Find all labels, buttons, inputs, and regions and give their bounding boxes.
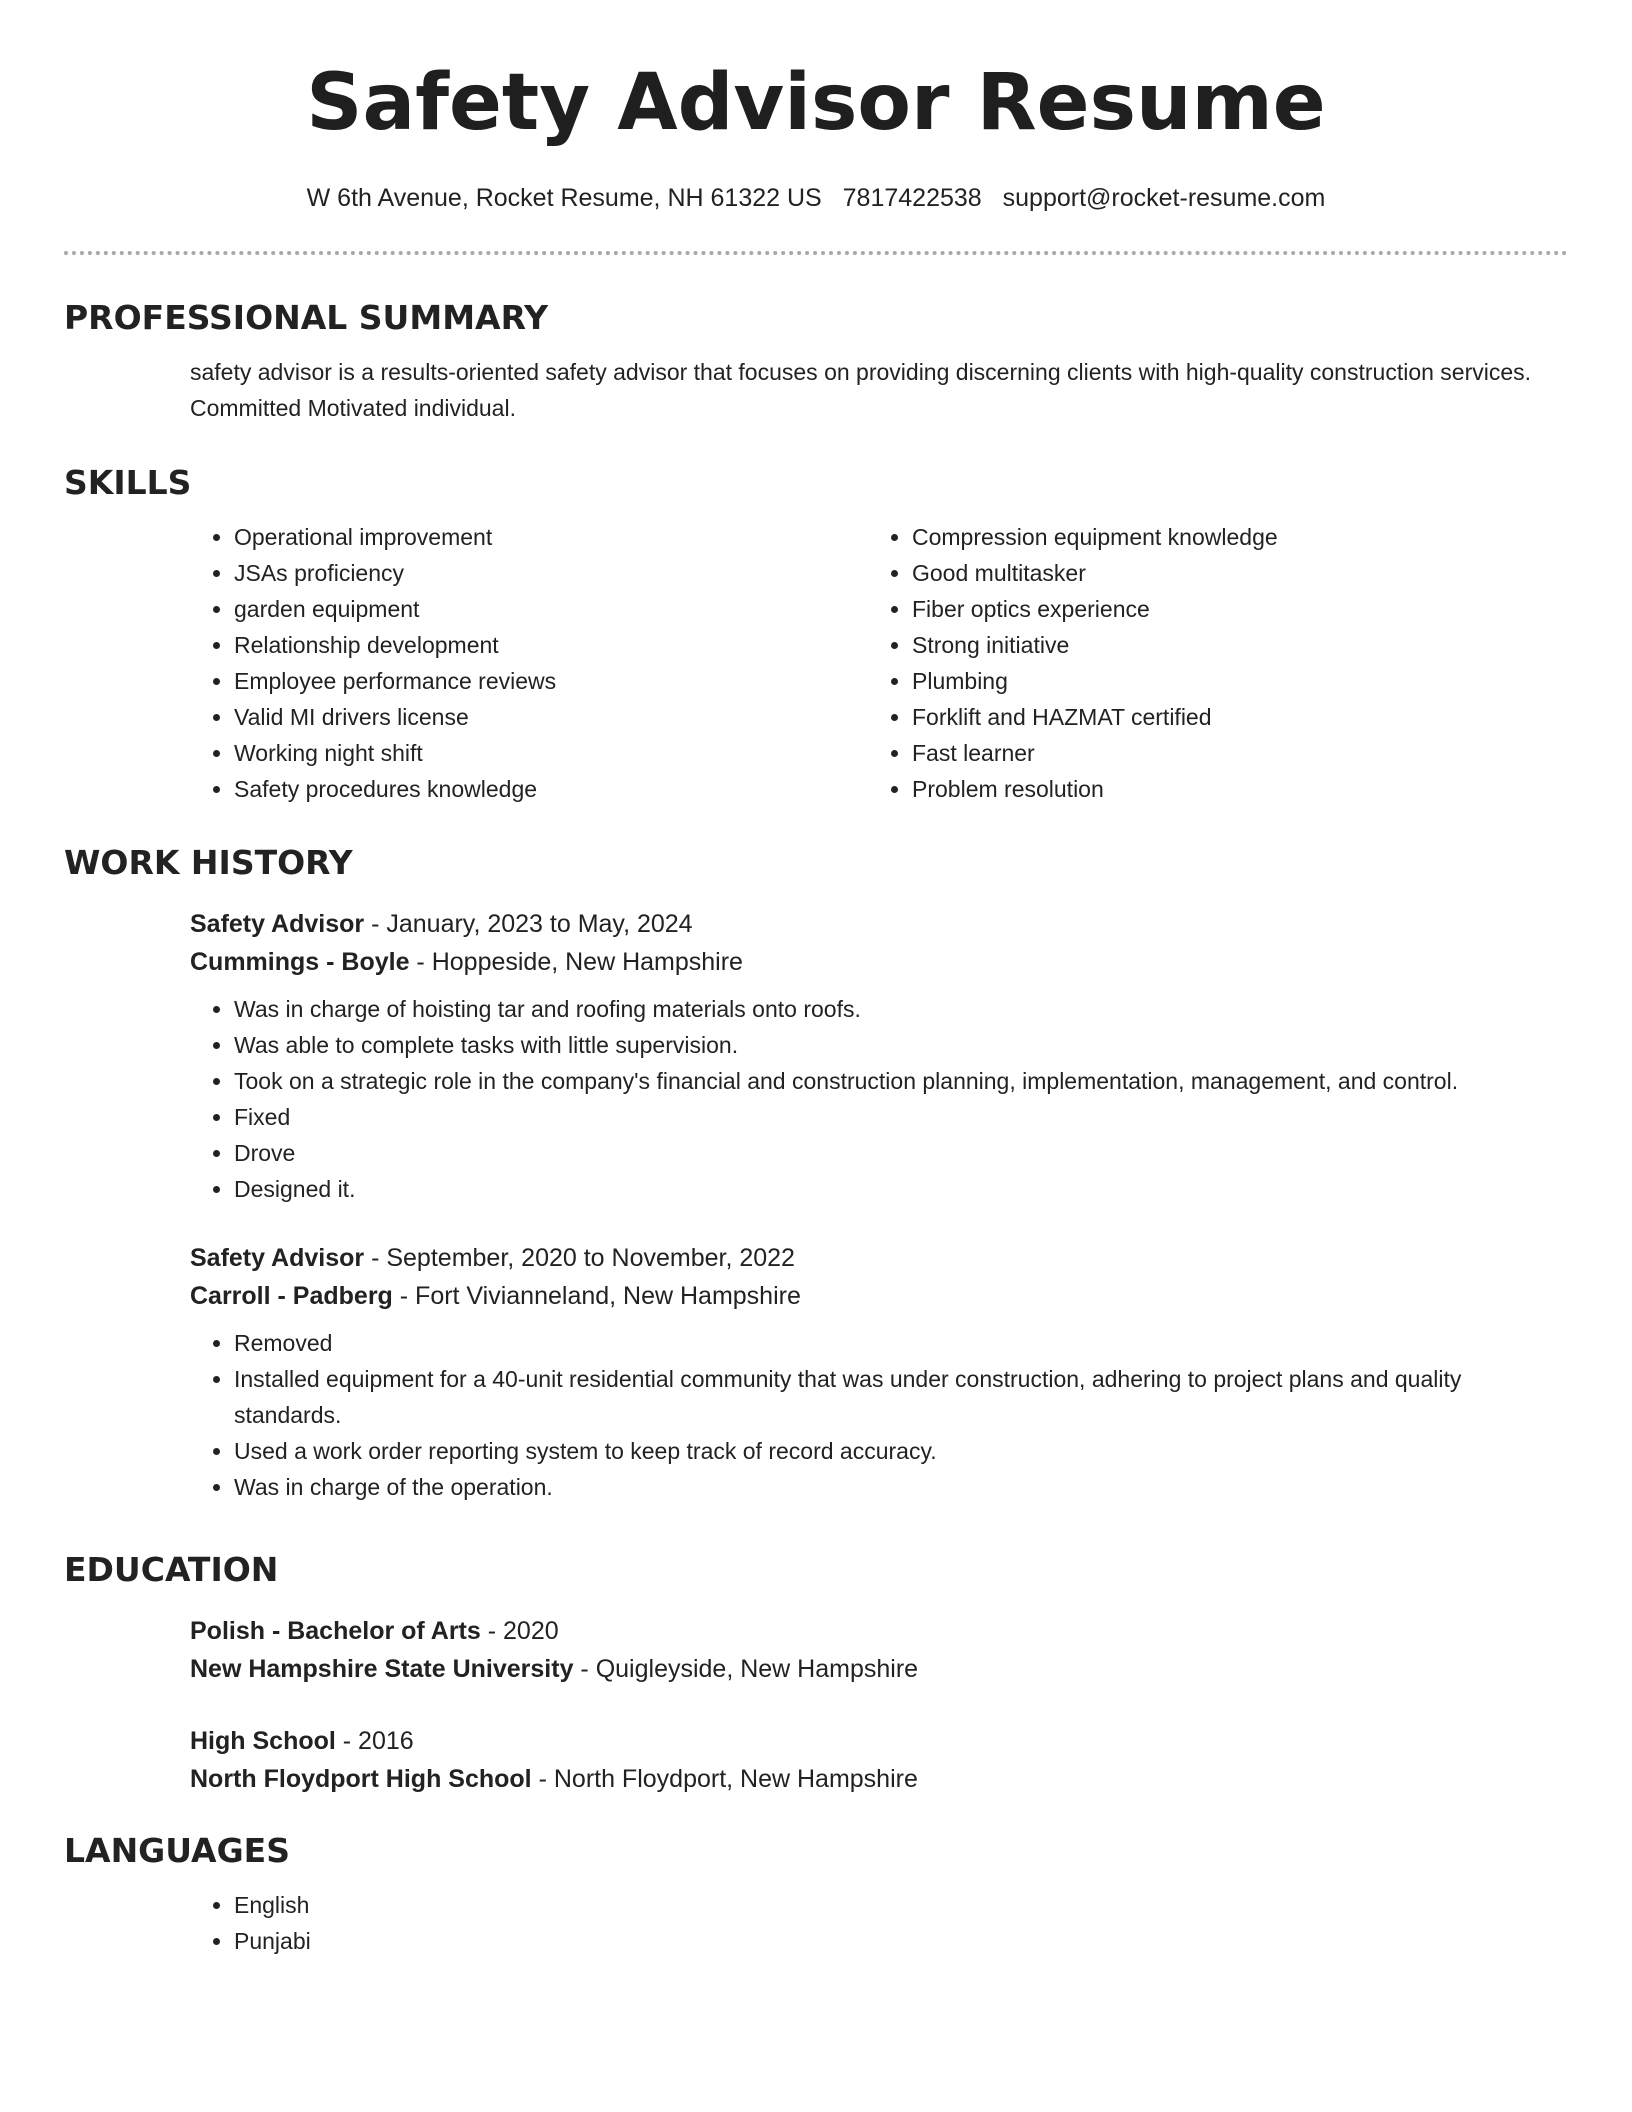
education-degree: Polish - Bachelor of Arts <box>190 1617 481 1645</box>
skill-item: • Problem resolution <box>912 771 1546 807</box>
education-school: New Hampshire State University <box>190 1655 574 1683</box>
contact-phone: 7817422538 <box>842 184 982 212</box>
education-entry <box>64 1612 1568 1688</box>
job-bullets <box>190 991 1568 1207</box>
skill-item: • Employee performance reviews <box>234 663 868 699</box>
job-title-line <box>190 905 1568 943</box>
education-location: - Quigleyside, New Hampshire <box>573 1655 919 1683</box>
contact-email: support@rocket-resume.com <box>1002 184 1326 212</box>
skill-item: • Compression equipment knowledge <box>912 519 1546 555</box>
skill-item: • Working night shift <box>234 735 868 771</box>
work-history-heading: WORK HISTORY <box>64 843 353 882</box>
education-school-line <box>190 1650 1568 1688</box>
job-title: Safety Advisor <box>190 910 365 938</box>
summary-section <box>64 298 1568 426</box>
education-school-line <box>190 1760 1568 1798</box>
resume-title: Safety Advisor Resume <box>306 58 1326 148</box>
education-year: - 2016 <box>335 1727 414 1755</box>
education-location: - North Floydport, New Hampshire <box>531 1765 918 1793</box>
job-location: - Hoppeside, New Hampshire <box>409 948 743 976</box>
summary-text: safety advisor is a results-oriented safety advisor that focuses on providing discerning clients with high-quality construction services. Committed Motivated individual. <box>190 359 1532 421</box>
contact-address: W 6th Avenue, Rocket Resume, NH 61322 US <box>306 184 822 212</box>
skill-item: • Relationship development <box>234 627 868 663</box>
job-bullet: • Designed it. <box>234 1171 1568 1207</box>
job-company: Cummings - Boyle <box>190 948 410 976</box>
education-degree: High School <box>190 1727 336 1755</box>
skill-item: • JSAs proficiency <box>234 555 868 591</box>
skills-column-left <box>190 519 868 807</box>
skills-list <box>190 519 1568 807</box>
job-bullet: • Drove <box>234 1135 1568 1171</box>
job-title-line <box>190 1239 1568 1277</box>
job-bullet: • Fixed <box>234 1099 1568 1135</box>
education-degree-line <box>190 1612 1568 1650</box>
languages-list <box>190 1887 1568 1959</box>
contact-line <box>0 181 1632 215</box>
education-school: North Floydport High School <box>190 1765 532 1793</box>
skill-item: • Valid MI drivers license <box>234 699 868 735</box>
education-entry <box>64 1722 1568 1798</box>
job-bullets <box>190 1325 1568 1505</box>
skills-heading: SKILLS <box>64 463 192 502</box>
language-item: • Punjabi <box>234 1923 1568 1959</box>
skill-item: • Plumbing <box>912 663 1546 699</box>
skill-item: • Fiber optics experience <box>912 591 1546 627</box>
job-company: Carroll - Padberg <box>190 1282 393 1310</box>
skill-item: • Good multitasker <box>912 555 1546 591</box>
job-bullet: • Took on a strategic role in the company's financial and construction planning, implementation, management, and control. <box>234 1063 1568 1099</box>
skill-item: • Fast learner <box>912 735 1546 771</box>
job-bullet: • Removed <box>234 1325 1568 1361</box>
job-title: Safety Advisor <box>190 1244 365 1272</box>
job-dates: - January, 2023 to May, 2024 <box>364 910 693 938</box>
skill-item: • Forklift and HAZMAT certified <box>912 699 1546 735</box>
education-year: - 2020 <box>480 1617 559 1645</box>
education-degree-line <box>190 1722 1568 1760</box>
languages-section <box>64 1831 1568 1959</box>
skill-item: • Strong initiative <box>912 627 1546 663</box>
education-heading: EDUCATION <box>64 1550 279 1589</box>
job-entry <box>64 905 1568 1207</box>
job-bullet: • Was in charge of the operation. <box>234 1469 1568 1505</box>
job-location: - Fort Vivianneland, New Hampshire <box>392 1282 801 1310</box>
skill-item: • Safety procedures knowledge <box>234 771 868 807</box>
job-bullet: • Used a work order reporting system to keep track of record accuracy. <box>234 1433 1568 1469</box>
job-company-line <box>190 943 1568 981</box>
work-history-section <box>64 843 1568 1505</box>
job-bullet: • Was in charge of hoisting tar and roofing materials onto roofs. <box>234 991 1568 1027</box>
header-divider <box>64 251 1568 255</box>
skills-section <box>64 463 1568 807</box>
education-section <box>64 1550 1568 1798</box>
job-entry <box>64 1239 1568 1505</box>
job-bullet: • Was able to complete tasks with little supervision. <box>234 1027 1568 1063</box>
skills-column-right <box>868 519 1546 807</box>
skill-item: • Operational improvement <box>234 519 868 555</box>
languages-heading: LANGUAGES <box>64 1831 290 1870</box>
language-item: • English <box>234 1887 1568 1923</box>
job-bullet: • Installed equipment for a 40-unit residential community that was under construction, adhering to project plans and quality standards. <box>234 1361 1568 1433</box>
job-dates: - September, 2020 to November, 2022 <box>364 1244 795 1272</box>
summary-heading: PROFESSIONAL SUMMARY <box>64 298 549 337</box>
skill-item: • garden equipment <box>234 591 868 627</box>
job-company-line <box>190 1277 1568 1315</box>
